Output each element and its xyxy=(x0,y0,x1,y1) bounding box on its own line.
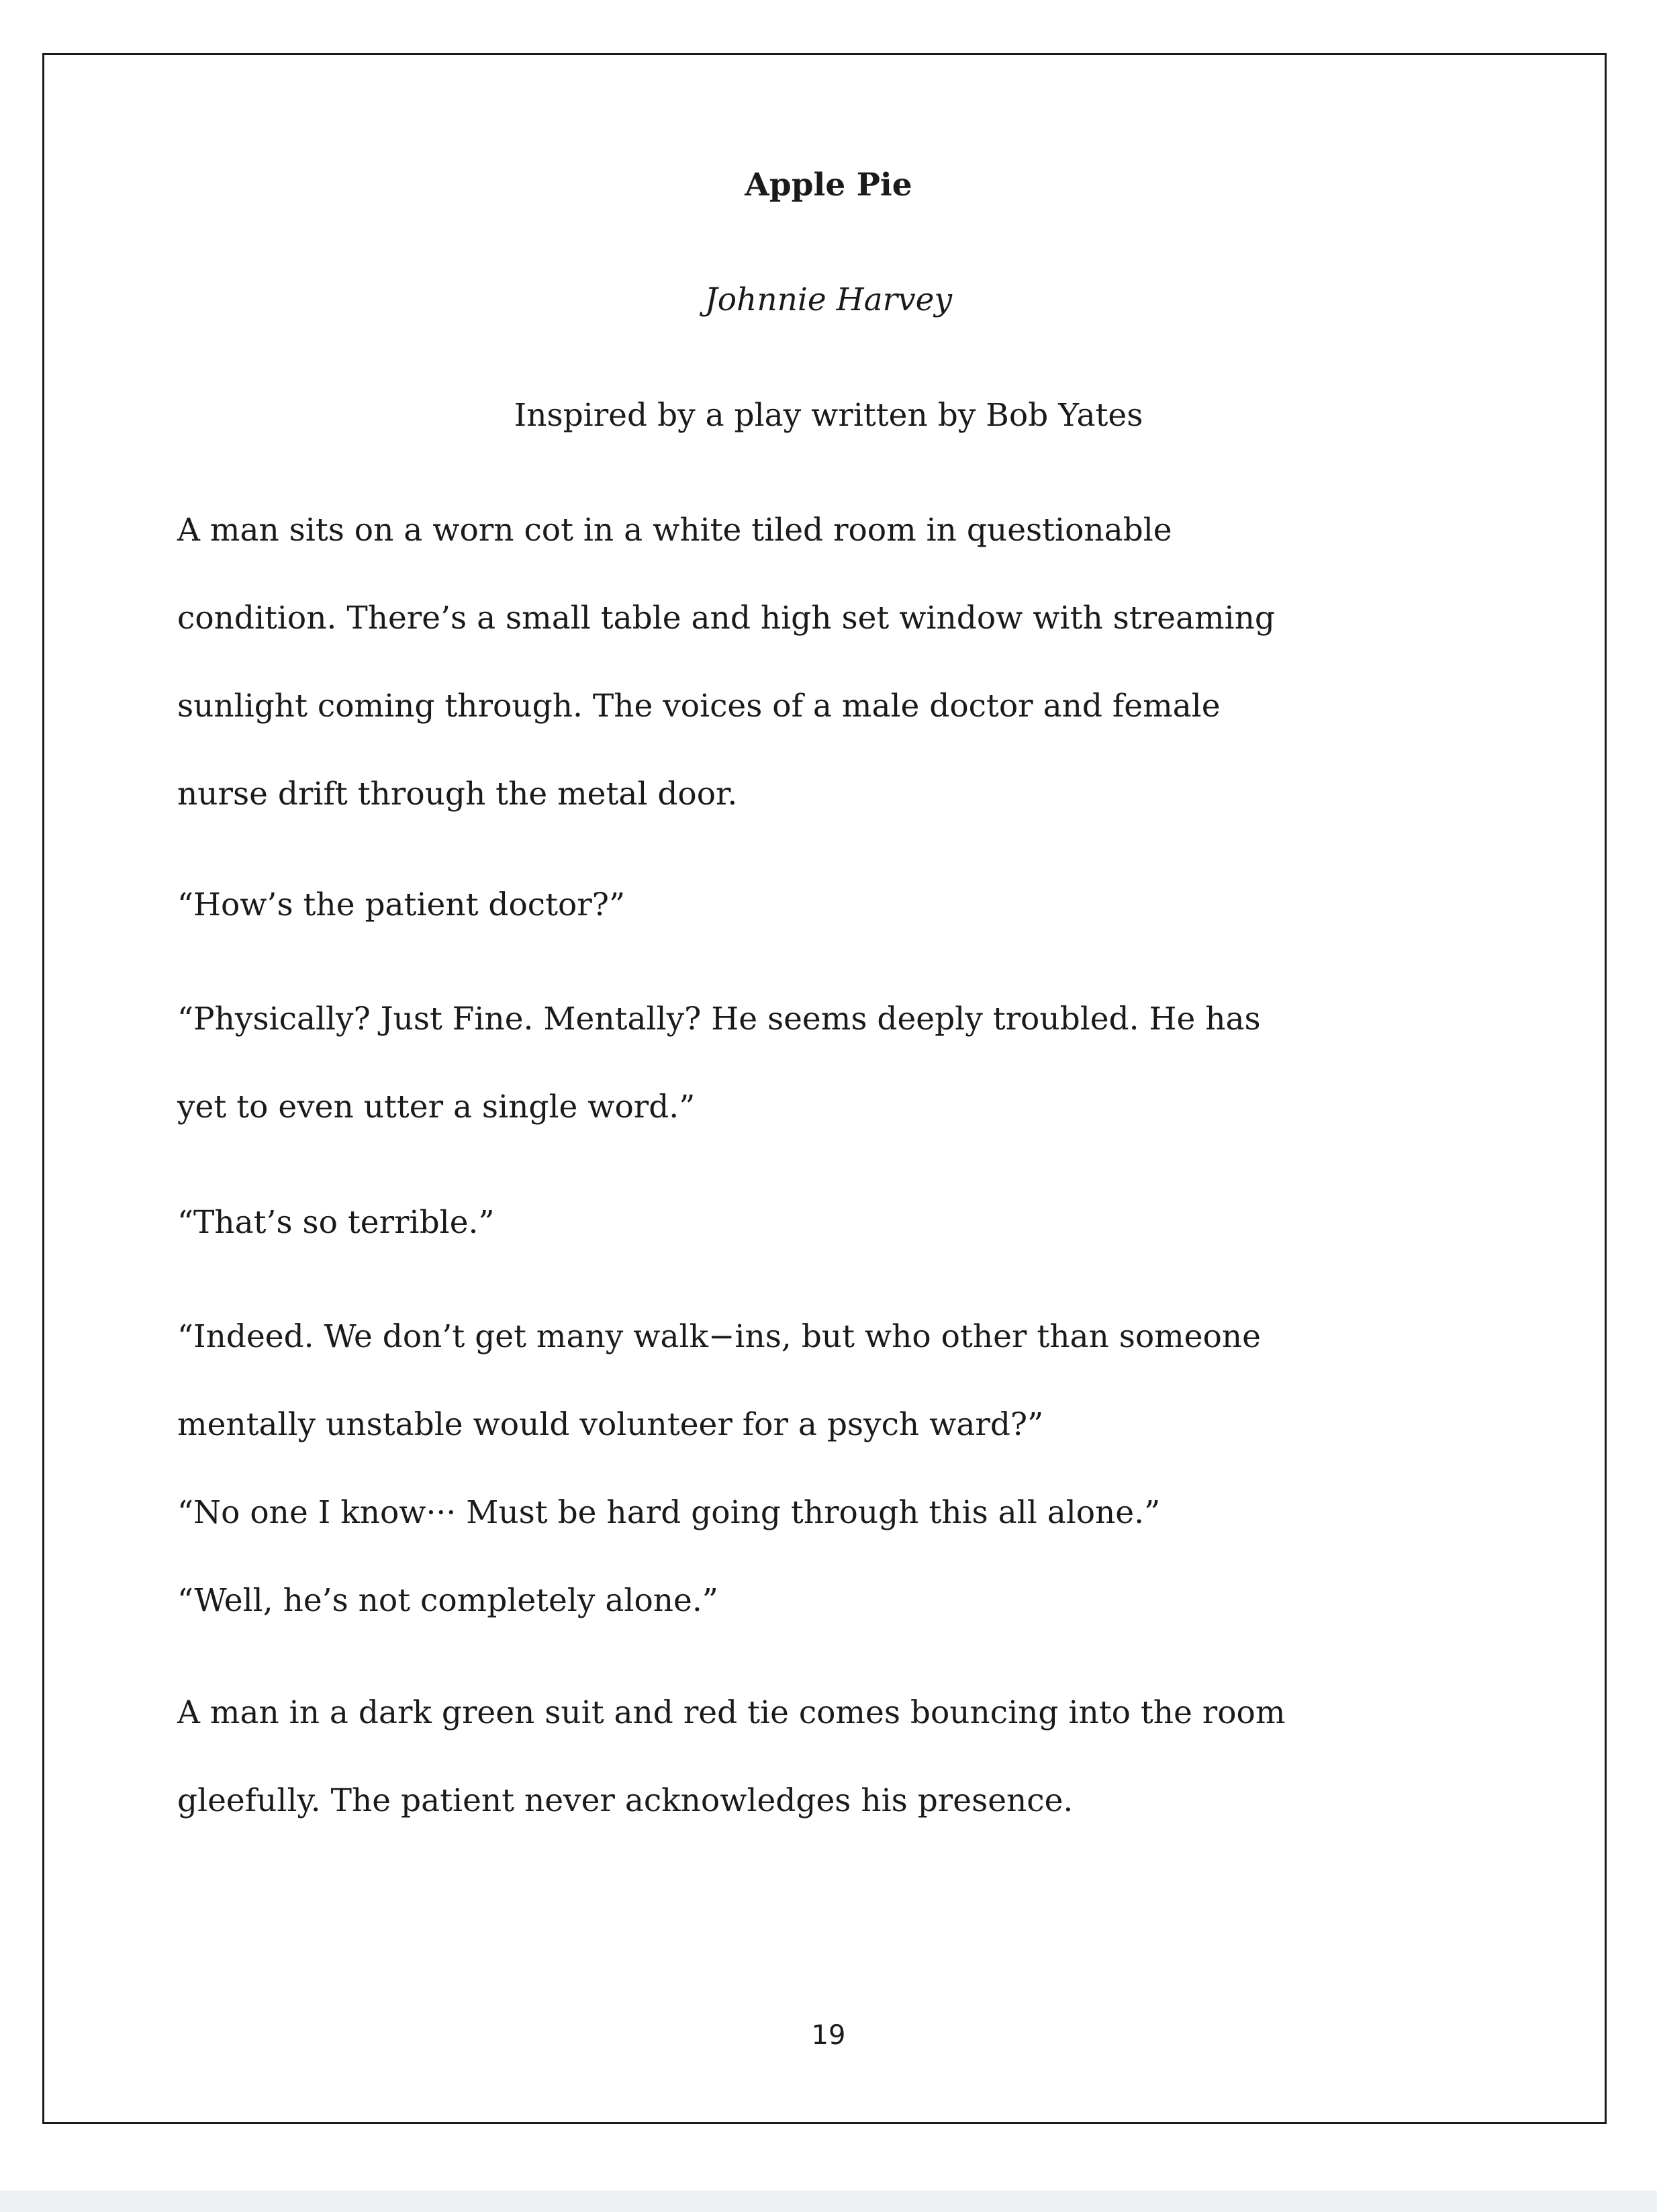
paragraph-line: “How’s the patient doctor?” xyxy=(177,886,625,923)
paragraph-line: A man sits on a worn cot in a white tiled room in questionable xyxy=(177,512,1172,549)
paragraph-line: A man in a dark green suit and red tie comes bouncing into the room xyxy=(177,1694,1286,1731)
author-name: Johnnie Harvey xyxy=(704,281,953,318)
paragraph-line: “Physically? Just Fine. Mentally? He seems deeply troubled. He has xyxy=(177,1001,1261,1038)
scan-edge xyxy=(0,2191,1657,2212)
paragraph-line: “That’s so terrible.” xyxy=(177,1204,495,1241)
inspiration-credit: Inspired by a play written by Bob Yates xyxy=(514,397,1143,434)
paragraph-line: nurse drift through the metal door. xyxy=(177,776,738,813)
paragraph-line: sunlight coming through. The voices of a male doctor and female xyxy=(177,688,1221,725)
paragraph-man-enters xyxy=(177,1669,1453,1845)
paragraph-line: “Well, he’s not completely alone.” xyxy=(177,1582,718,1619)
paragraph-line: yet to even utter a single word.” xyxy=(177,1089,696,1125)
paragraph-line: “No one I know··· Must be hard going through this all alone.” xyxy=(177,1494,1161,1531)
story-title: Apple Pie xyxy=(745,167,912,203)
page-number: 19 xyxy=(811,2020,846,2051)
paragraph-line: condition. There’s a small table and high set window with streaming xyxy=(177,600,1275,637)
paragraph-line: mentally unstable would volunteer for a psych ward?” xyxy=(177,1406,1044,1443)
paragraph-nurse-reaction xyxy=(177,1179,1453,1266)
paragraph-line: “Indeed. We don’t get many walk−ins, but who other than someone xyxy=(177,1318,1261,1355)
paragraph-doctor-reply xyxy=(177,975,1453,1151)
paragraph-nurse-question xyxy=(177,861,1453,949)
paragraph-opening xyxy=(177,486,1453,838)
paragraph-dialogue-exchange xyxy=(177,1293,1453,1645)
paragraph-line: gleefully. The patient never acknowledges his presence. xyxy=(177,1782,1074,1819)
